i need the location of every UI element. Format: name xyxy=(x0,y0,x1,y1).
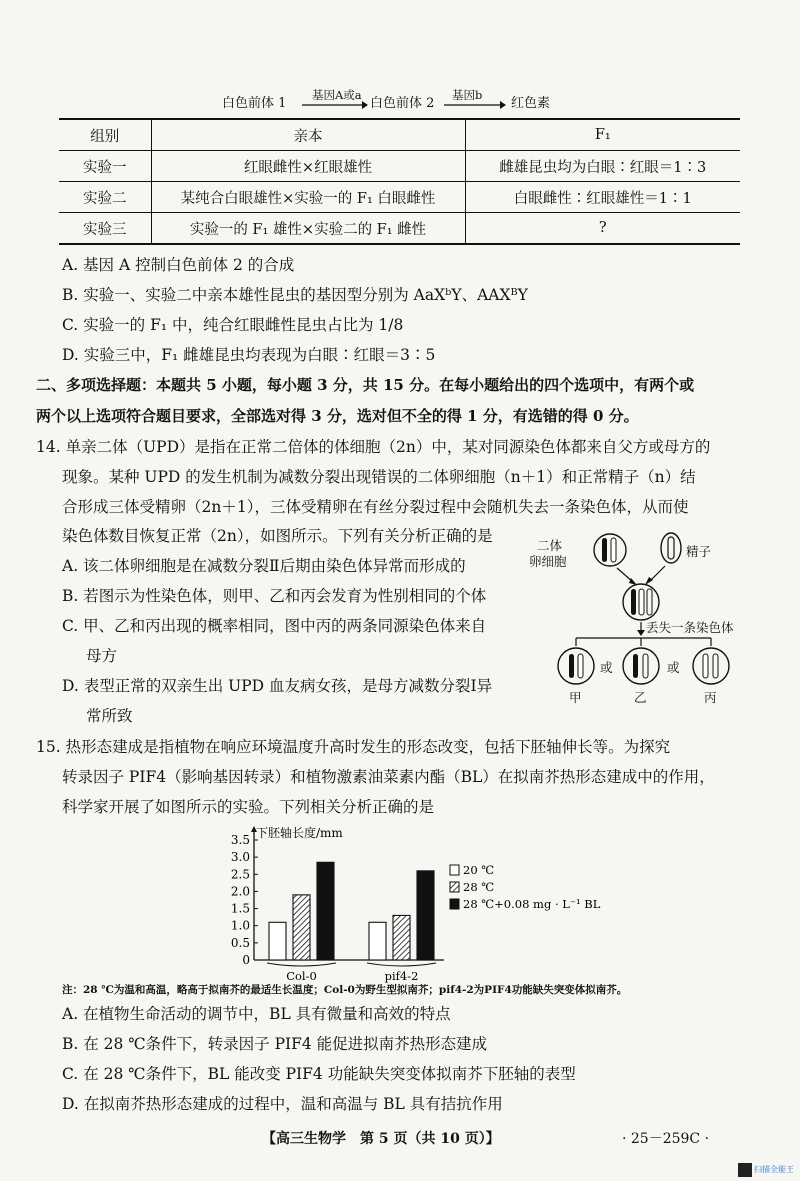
sperm-label: 精子 xyxy=(686,544,712,559)
table-cell: 某纯合白眼雄性×实验一的 F₁ 白眼雌性 xyxy=(151,182,465,213)
chart-note: 注：28 ℃为温和高温，略高于拟南芥的最适生长温度；Col-0为野生型拟南芥；pif4-2为PIF4功能缺失突变体拟南芥。 xyxy=(62,984,628,996)
outcome-bracket xyxy=(576,638,711,646)
q13-option-c: C. 实验一的 F₁ 中，纯合红眼雌性昆虫占比为 1/8 xyxy=(62,316,404,334)
q15-option-c: C. 在 28 ℃条件下，BL 能改变 PIF4 功能缺失突变体拟南芥下胚轴的表型 xyxy=(62,1065,576,1083)
category-bracket xyxy=(367,963,436,966)
exam-code: · 25－259C · xyxy=(622,1131,710,1147)
legend-label: 28 ℃+0.08 mg · L⁻¹ BL xyxy=(463,897,601,911)
hypocotyl-bar-chart xyxy=(222,822,622,992)
sperm-cell xyxy=(661,533,681,563)
bar xyxy=(293,895,310,960)
egg-label-2: 卵细胞 xyxy=(529,554,567,569)
label-yi: 乙 xyxy=(634,690,647,705)
q14-option-d-cont: 常所致 xyxy=(86,707,133,725)
q15-stem-line: 15. 热形态建成是指植物在响应环境温度升高时发生的形态改变，包括下胚轴伸长等。为探究 xyxy=(36,738,671,756)
outcome-cell-jia xyxy=(558,648,594,684)
y-tick-label: 1.0 xyxy=(230,918,250,933)
q14-option-b: B. 若图示为性染色体，则甲、乙和丙会发育为性别相同的个体 xyxy=(62,587,487,605)
table-cell: 雌雄昆虫均为白眼∶红眼＝1∶3 xyxy=(465,151,740,182)
fertilization-arrows xyxy=(617,566,665,585)
table-cell: 红眼雌性×红眼雄性 xyxy=(151,151,465,182)
q14-stem-line: 14. 单亲二体（UPD）是指在正常二倍体的体细胞（2n）中，某对同源染色体都来自父方或母方的 xyxy=(36,438,711,456)
q14-option-a: A. 该二体卵细胞是在减数分裂Ⅱ后期由染色体异常而形成的 xyxy=(62,557,466,575)
table-cell: 实验一的 F₁ 雄性×实验二的 F₁ 雌性 xyxy=(151,213,465,245)
loss-arrow xyxy=(637,622,645,636)
legend-label: 28 ℃ xyxy=(463,880,495,894)
upd-diagram xyxy=(529,530,745,720)
y-tick-label: 0.5 xyxy=(230,935,250,950)
table-row xyxy=(59,213,740,245)
q13-option-b: B. 实验一、实验二中亲本雄性昆虫的基因型分别为 AaXᵇY、AAXᴮY xyxy=(62,286,528,304)
lose-chromosome-label: 丢失一条染色体 xyxy=(646,620,734,635)
scanner-watermark: 扫描全能王 xyxy=(754,1165,794,1174)
y-tick-label: 3.5 xyxy=(230,833,250,847)
bar xyxy=(417,871,434,960)
q15-option-b: B. 在 28 ℃条件下，转录因子 PIF4 能促进拟南芥热形态建成 xyxy=(62,1035,488,1053)
bar xyxy=(269,922,286,960)
label-bing: 丙 xyxy=(704,690,717,705)
pathway-start: 白色前体 1 xyxy=(222,96,287,111)
q13-option-a: A. 基因 A 控制白色前体 2 的合成 xyxy=(62,256,295,274)
pathway-end: 红色素 xyxy=(511,96,551,111)
or-label-1: 或 xyxy=(600,660,613,675)
label-jia: 甲 xyxy=(569,690,582,705)
table-cell: ? xyxy=(465,213,740,245)
pathway-arrow-2 xyxy=(444,100,506,110)
egg-cell xyxy=(594,534,626,566)
outcome-cell-bing xyxy=(693,648,729,684)
q14-option-c-cont: 母方 xyxy=(86,647,118,665)
legend-swatch xyxy=(450,882,459,892)
trisomic-zygote xyxy=(623,584,659,620)
page-footer: 【高三生物学 第 5 页（共 10 页）】 xyxy=(262,1131,500,1147)
q14-stem-line: 合形成三体受精卵（2n＋1），三体受精卵在有丝分裂过程中会随机失去一条染色体，从而使 xyxy=(62,498,689,516)
q14-option-d: D. 表型正常的双亲生出 UPD 血友病女孩，是母方减数分裂Ⅰ异 xyxy=(62,677,493,695)
table-row xyxy=(59,182,740,213)
q14-option-c: C. 甲、乙和丙出现的概率相同，图中丙的两条同源染色体来自 xyxy=(62,617,487,635)
q15-stem-line: 转录因子 PIF4（影响基因转录）和植物激素油菜素内酯（BL）在拟南芥热形态建成中的作用， xyxy=(62,768,715,786)
q14-stem-line: 现象。某种 UPD 的发生机制为减数分裂出现错误的二体卵细胞（n＋1）和正常精子（n）结 xyxy=(62,468,696,486)
category-bracket xyxy=(267,963,336,966)
bar xyxy=(317,862,334,960)
table-cell: 实验三 xyxy=(59,213,151,245)
experiment-table xyxy=(59,118,740,245)
qr-code-icon xyxy=(738,1163,752,1177)
y-tick-label: 0 xyxy=(242,953,250,967)
q14-stem-line: 染色体数目恢复正常（2n），如图所示。下列有关分析正确的是 xyxy=(62,527,493,545)
q15-option-d: D. 在拟南芥热形态建成的过程中，温和高温与 BL 具有拮抗作用 xyxy=(62,1095,503,1113)
table-cell: 实验二 xyxy=(59,182,151,213)
bar xyxy=(369,922,386,960)
or-label-2: 或 xyxy=(667,660,680,675)
q15-stem-line: 科学家开展了如图所示的实验。下列相关分析正确的是 xyxy=(62,798,435,816)
y-axis-label: 下胚轴长度/mm xyxy=(256,826,343,840)
y-tick-label: 2.0 xyxy=(230,884,250,899)
section2-line2: 两个以上选项符合题目要求，全部选对得 3 分，选对但不全的得 1 分，有选错的得 0 分。 xyxy=(36,407,639,425)
header-group: 组别 xyxy=(59,119,151,151)
legend-swatch xyxy=(450,899,459,909)
table-cell: 实验一 xyxy=(59,151,151,182)
header-f1: F₁ xyxy=(465,119,740,151)
q13-option-d: D. 实验三中，F₁ 雌雄昆虫均表现为白眼∶红眼＝3∶5 xyxy=(62,346,436,364)
pathway-mid: 白色前体 2 xyxy=(370,96,435,111)
header-parents: 亲本 xyxy=(151,119,465,151)
table-cell: 白眼雌性∶红眼雄性＝1∶1 xyxy=(465,182,740,213)
legend-swatch xyxy=(450,865,459,875)
category-label: pif4-2 xyxy=(384,969,419,983)
outcome-cell-yi xyxy=(623,648,659,684)
q15-option-a: A. 在植物生命活动的调节中，BL 具有微量和高效的特点 xyxy=(62,1005,451,1023)
y-tick-label: 1.5 xyxy=(230,901,250,916)
section2-line1: 二、多项选择题：本题共 5 小题，每小题 3 分，共 15 分。在每小题给出的四个选项中，有两个或 xyxy=(36,376,695,394)
legend-label: 20 ℃ xyxy=(463,863,495,877)
y-tick-label: 3.0 xyxy=(230,850,250,865)
bar xyxy=(393,915,410,960)
table-header-row xyxy=(59,119,740,151)
category-label: Col-0 xyxy=(286,969,317,983)
pathway-arrow-1 xyxy=(302,100,368,110)
table-row xyxy=(59,151,740,182)
y-tick-label: 2.5 xyxy=(230,867,250,882)
pathway-step2-label: 基因b xyxy=(452,88,483,102)
egg-label-1: 二体 xyxy=(537,538,563,553)
pathway-step1-label: 基因A或a xyxy=(312,88,362,102)
